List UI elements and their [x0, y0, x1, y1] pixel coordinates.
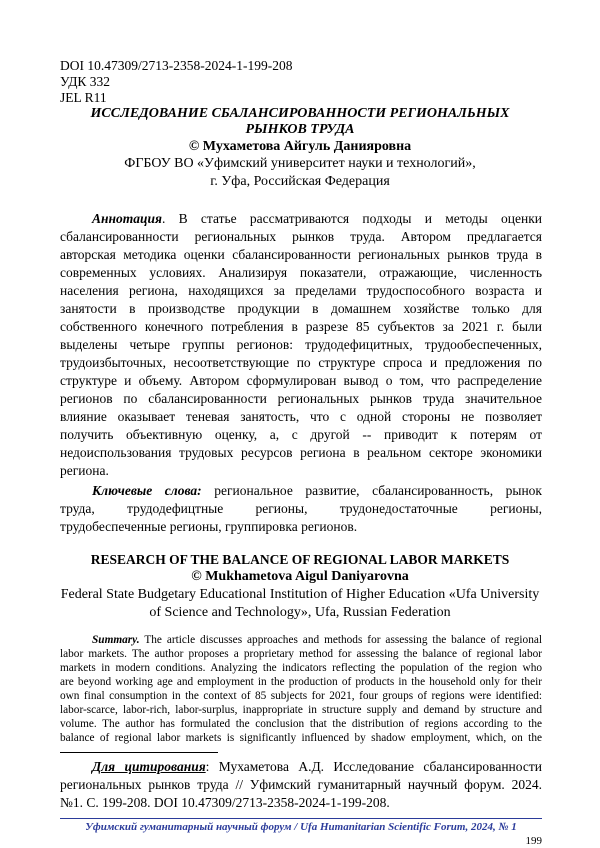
footnote-rule [60, 752, 218, 753]
ru-title-line-2: РЫНКОВ ТРУДА [245, 122, 355, 137]
abstract-label: Аннотация [92, 211, 162, 226]
summary-label: Summary. [92, 634, 140, 646]
ru-abstract-line: получить объективную оценку, а, с другой -- приводит к потерям от [60, 427, 542, 442]
ru-abstract-line-1: Аннотация. В статье рассматриваются подходы и методы оценки [92, 211, 542, 226]
en-author: © Mukhametova Aigul Daniyarovna [191, 569, 409, 584]
ru-abstract-line: собственного конечного потребления в разрезе 85 субъектов за 2021 г. были [60, 319, 542, 334]
page-number: 199 [525, 835, 542, 847]
ru-abstract-line: современных условиях. Анализируя показатели, отражающие, численность [60, 265, 542, 280]
en-summary-line: volume. The author has formulated the conclusion that the distribution of regions according to the [60, 718, 542, 730]
ru-abstract-line: влияние оказывает теневая занятость, что с одной стороны не позволяет [60, 409, 542, 424]
ru-abstract-line: населения региона, находящихся за пределами трудоспособного возраста и [60, 283, 542, 298]
keywords-label: Ключевые слова: [92, 483, 202, 498]
ru-author: © Мухаметова Айгуль Данияровна [188, 139, 412, 154]
en-summary-line: own final consumption in the context of 85 subjects for 2021, four groups of regions were identified: [60, 690, 542, 702]
udk-line: УДК 332 [60, 74, 111, 89]
citation-line-1: Для цитирования: Мухаметова А.Д. Исследование сбалансированности [92, 759, 542, 774]
ru-affiliation-line-1: ФГБОУ ВО «Уфимский университет науки и технологий», [124, 156, 476, 171]
ru-abstract-line: занятости в производстве продукции в домашнем хозяйстве только для [60, 301, 542, 316]
en-summary-line: balance of regional labor markets is significantly influenced by shadow employment, which, on the [60, 732, 542, 744]
citation-label: Для цитирования [92, 759, 206, 774]
en-affiliation-line-2: of Science and Technology», Ufa, Russian Federation [149, 605, 451, 620]
en-summary-line: markets in modern conditions. Analyzing the indicators reflecting the population of the region who [60, 662, 542, 674]
ru-affiliation-line-2: г. Уфа, Российская Федерация [210, 174, 390, 189]
en-affiliation-line-1: Federal State Budgetary Educational Institution of Higher Education «Ufa University [60, 587, 540, 602]
en-summary-line: are beyond working age and employment in the production of products in the household only for their [60, 676, 542, 688]
citation-line: №1. С. 199-208. DOI 10.47309/2713-2358-2024-1-199-208. [60, 795, 390, 810]
doi-line: DOI 10.47309/2713-2358-2024-1-199-208 [60, 58, 293, 73]
ru-keywords-line: труда, трудодефицтные регионы, трудонедостаточные регионы, [60, 501, 542, 516]
en-title: RESEARCH OF THE BALANCE OF REGIONAL LABOR MARKETS [90, 552, 510, 567]
footer-rule [60, 818, 542, 819]
en-summary-line: labor markets. The author proposes a proprietary method for assessing the balance of regional labor [60, 648, 542, 660]
jel-line: JEL R11 [60, 90, 107, 105]
ru-abstract-line: авторская методика оценки сбалансированности региональных рынков труда в [60, 247, 542, 262]
ru-keywords-line-1: Ключевые слова: региональное развитие, сбалансированность, рынок [92, 483, 542, 498]
ru-title-line-1: ИССЛЕДОВАНИЕ СБАЛАНСИРОВАННОСТИ РЕГИОНАЛЬНЫХ [90, 106, 510, 121]
footer-journal-name: Уфимский гуманитарный научный форум / Ufa Humanitarian Scientific Forum, 2024, № 1 [85, 821, 517, 833]
ru-abstract-line: регионов по сбалансированности региональных рынков труда значительное [60, 391, 542, 406]
ru-abstract-line: региона. [60, 463, 109, 478]
en-summary-line-1: Summary. The article discusses approaches and methods for assessing the balance of regional [92, 634, 542, 646]
ru-abstract-line: недоиспользования трудовых ресурсов региона в реальном секторе экономики [60, 445, 542, 460]
ru-abstract-line: выделены четыре группы регионов: трудодефицитных, трудообеспеченных, [60, 337, 542, 352]
ru-abstract-line: трудоизбыточных, несоответствующие по структуре спроса и предложения по [60, 355, 542, 370]
ru-keywords-line: трудобеспеченные регионы, группировка регионов. [60, 519, 358, 534]
ru-abstract-line: структуре и объему. Автором сформулирован вывод о том, что распределение [60, 373, 542, 388]
ru-abstract-line: сбалансированности региональных рынков труда. Автором предлагается [60, 229, 542, 244]
en-summary-line: labor-scarce, labor-rich, labor-surplus, inappropriate in structure supply and demand by structure and [60, 704, 542, 716]
citation-line: региональных рынков труда // Уфимский гуманитарный научный форум. 2024. [60, 777, 542, 792]
